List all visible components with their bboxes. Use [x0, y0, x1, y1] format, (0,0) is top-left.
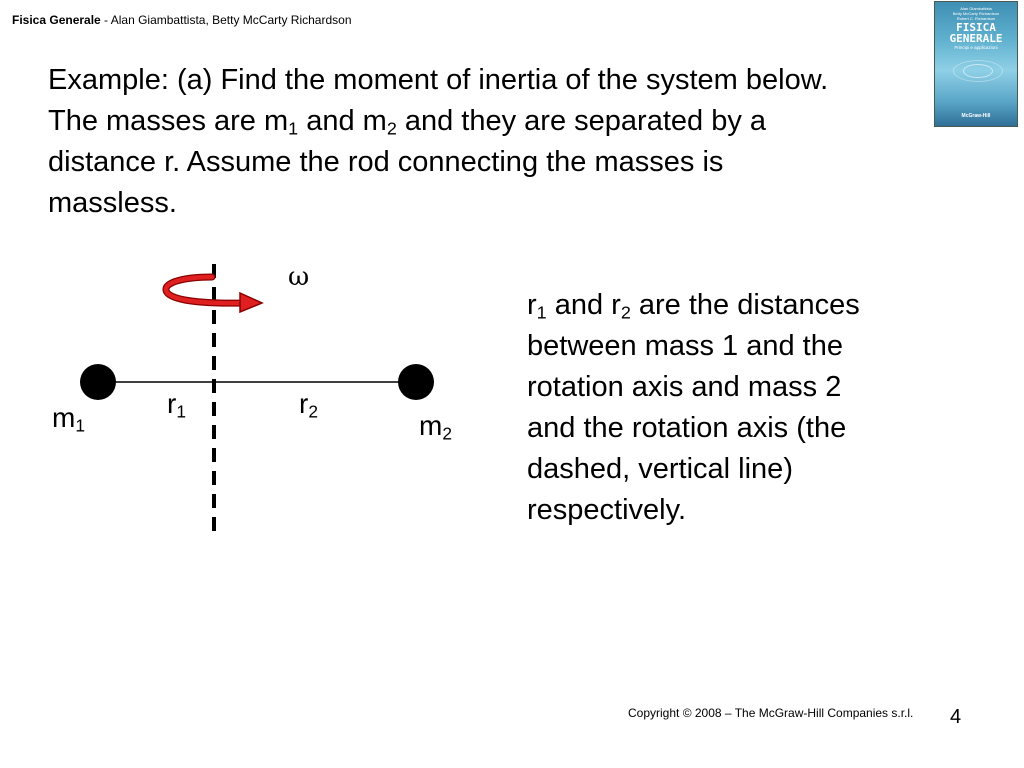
- cover-publisher: McGraw-Hill: [961, 113, 991, 119]
- copyright-notice: Copyright © 2008 – The McGraw-Hill Companies s.r.l.: [628, 706, 914, 720]
- subscript: 1: [536, 302, 547, 323]
- question-line: massless.: [48, 187, 177, 219]
- mass-2-circle: [398, 364, 434, 400]
- text-run: r: [527, 289, 537, 321]
- subscript: 2: [308, 401, 318, 422]
- r2-label: [299, 388, 318, 420]
- text-run: The masses are m: [48, 105, 289, 137]
- subscript: 2: [386, 118, 397, 139]
- text-run: and they are separated by a: [396, 105, 767, 137]
- r1-label: [167, 388, 186, 420]
- subscript: 2: [620, 302, 631, 323]
- subscript: 1: [75, 415, 85, 436]
- mass-2-label: [419, 410, 452, 442]
- question-line: Example: (a) Find the moment of inertia of the system below.: [48, 64, 829, 96]
- header-separator: -: [100, 13, 111, 27]
- subscript: 2: [442, 423, 452, 444]
- question-line: distance r. Assume the rod connecting the masses is: [48, 146, 724, 178]
- label-base: m: [52, 402, 76, 433]
- explanation-text: [527, 285, 860, 531]
- explanation-line: rotation axis and mass 2: [527, 371, 842, 403]
- explanation-line: [527, 285, 860, 326]
- text-run: and r: [546, 289, 621, 321]
- cover-title-line: GENERALE: [949, 32, 1003, 45]
- explanation-line: between mass 1 and the: [527, 330, 843, 362]
- book-title: Fisica Generale: [12, 13, 101, 27]
- explanation-line: and the rotation axis (the: [527, 412, 847, 444]
- label-base: r: [167, 388, 177, 419]
- text-run: and m: [298, 105, 387, 137]
- cover-subtitle: Principi e applicazioni: [954, 45, 998, 50]
- explanation-line: respectively.: [527, 494, 687, 526]
- cover-title-line: FISICA: [956, 21, 996, 34]
- omega-symbol: ω: [288, 262, 310, 292]
- mass-1-label: [52, 402, 85, 434]
- cover-author: Betty McCarty Richardson: [952, 11, 1000, 16]
- book-authors: Alan Giambattista, Betty McCarty Richardson: [110, 13, 352, 27]
- mass-1-circle: [80, 364, 116, 400]
- subscript: 1: [288, 118, 299, 139]
- text-run: are the distances: [630, 289, 860, 321]
- label-base: m: [419, 410, 443, 441]
- cover-author: Alan Giambattista: [960, 6, 992, 11]
- subscript: 1: [176, 401, 186, 422]
- page-number: 4: [950, 706, 962, 728]
- explanation-line: dashed, vertical line): [527, 453, 793, 485]
- label-base: r: [299, 388, 309, 419]
- cover-author: Robert C. Richardson: [956, 16, 996, 21]
